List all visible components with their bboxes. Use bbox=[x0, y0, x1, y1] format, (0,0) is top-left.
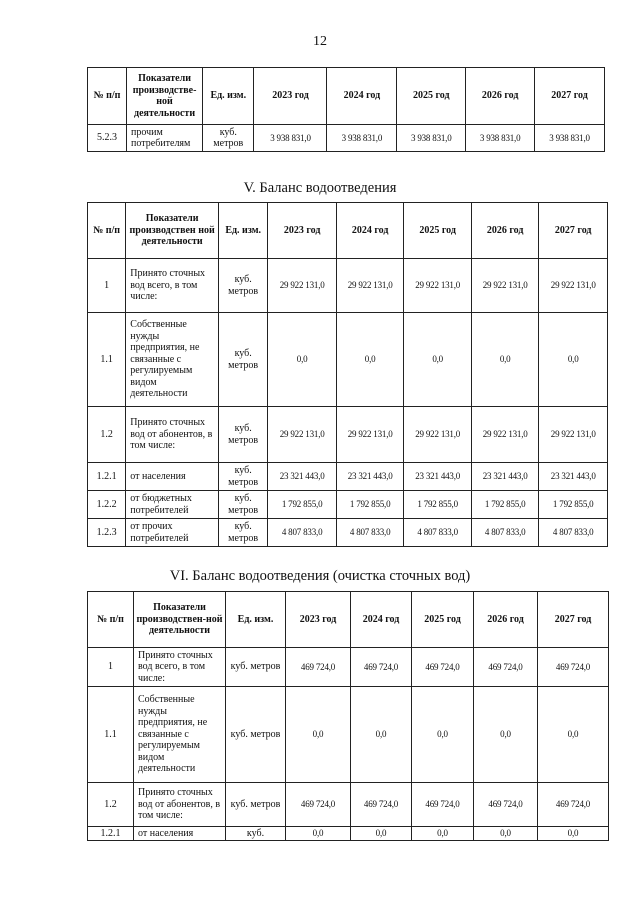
row-value: 469 724,0 bbox=[538, 783, 609, 827]
row-value: 0,0 bbox=[471, 313, 539, 407]
row-value: 0,0 bbox=[538, 687, 609, 783]
row-num: 1.2 bbox=[88, 407, 126, 463]
header-year: 2026 год bbox=[471, 203, 539, 259]
header-num: № п/п bbox=[88, 68, 127, 125]
header-year: 2026 год bbox=[466, 68, 535, 125]
row-unit: куб. метров bbox=[203, 125, 254, 152]
section-title-wastewater-balance: V. Баланс водоотведения bbox=[243, 180, 397, 196]
header-unit: Ед. изм. bbox=[218, 203, 267, 259]
row-unit: куб. метров bbox=[218, 519, 267, 547]
row-value: 29 922 131,0 bbox=[471, 407, 539, 463]
row-value: 29 922 131,0 bbox=[404, 259, 472, 313]
row-value: 29 922 131,0 bbox=[336, 407, 404, 463]
row-value: 23 321 443,0 bbox=[268, 463, 337, 491]
row-value: 3 938 831,0 bbox=[535, 125, 605, 152]
row-value: 4 807 833,0 bbox=[471, 519, 539, 547]
row-value: 0,0 bbox=[404, 313, 472, 407]
header-num: № п/п bbox=[88, 203, 126, 259]
table-row bbox=[88, 407, 608, 463]
header-year: 2026 год bbox=[474, 592, 538, 648]
row-unit: куб. метров bbox=[218, 259, 267, 313]
header-year: 2025 год bbox=[404, 203, 472, 259]
header-year: 2027 год bbox=[535, 68, 605, 125]
water-supply-table bbox=[87, 67, 605, 152]
row-value: 0,0 bbox=[351, 827, 412, 841]
row-value: 29 922 131,0 bbox=[336, 259, 404, 313]
row-value: 1 792 855,0 bbox=[404, 491, 472, 519]
row-num: 1.1 bbox=[88, 687, 134, 783]
row-num: 1.2.1 bbox=[88, 463, 126, 491]
row-value: 0,0 bbox=[286, 687, 351, 783]
table-row bbox=[88, 491, 608, 519]
row-value: 0,0 bbox=[351, 687, 412, 783]
header-num: № п/п bbox=[88, 592, 134, 648]
row-value: 23 321 443,0 bbox=[336, 463, 404, 491]
row-indicator: Собственные нужды предприятия, не связанные с регулируемым видом деятельности bbox=[134, 687, 226, 783]
header-unit: Ед. изм. bbox=[226, 592, 286, 648]
row-num: 1.1 bbox=[88, 313, 126, 407]
row-value: 0,0 bbox=[286, 827, 351, 841]
row-value: 0,0 bbox=[336, 313, 404, 407]
row-value: 4 807 833,0 bbox=[539, 519, 608, 547]
row-indicator: прочим потребителям bbox=[127, 125, 203, 152]
header-year: 2024 год bbox=[336, 203, 404, 259]
row-value: 1 792 855,0 bbox=[336, 491, 404, 519]
header-year: 2027 год bbox=[538, 592, 609, 648]
row-value: 3 938 831,0 bbox=[397, 125, 466, 152]
header-year: 2023 год bbox=[268, 203, 337, 259]
table-row bbox=[88, 259, 608, 313]
row-value: 29 922 131,0 bbox=[268, 259, 337, 313]
row-value: 469 724,0 bbox=[286, 648, 351, 687]
row-value: 0,0 bbox=[474, 827, 538, 841]
row-num: 1 bbox=[88, 648, 134, 687]
wastewater-treatment-table bbox=[87, 591, 609, 841]
row-value: 0,0 bbox=[268, 313, 337, 407]
wastewater-balance-table bbox=[87, 202, 608, 547]
row-value: 1 792 855,0 bbox=[539, 491, 608, 519]
row-value: 1 792 855,0 bbox=[471, 491, 539, 519]
row-value: 0,0 bbox=[474, 687, 538, 783]
row-unit: куб. метров bbox=[218, 407, 267, 463]
row-value: 469 724,0 bbox=[412, 648, 474, 687]
row-value: 23 321 443,0 bbox=[539, 463, 608, 491]
row-value: 29 922 131,0 bbox=[539, 259, 608, 313]
section-title-wastewater-treatment: VI. Баланс водоотведения (очистка сточных вод) bbox=[169, 568, 471, 584]
row-unit: куб. метров bbox=[218, 463, 267, 491]
row-value: 469 724,0 bbox=[351, 648, 412, 687]
header-year: 2025 год bbox=[412, 592, 474, 648]
row-num: 1.2.2 bbox=[88, 491, 126, 519]
table-row bbox=[88, 783, 609, 827]
table-row bbox=[88, 125, 605, 152]
row-value: 469 724,0 bbox=[474, 783, 538, 827]
row-value: 469 724,0 bbox=[538, 648, 609, 687]
header-year: 2023 год bbox=[254, 68, 327, 125]
row-value: 0,0 bbox=[412, 687, 474, 783]
row-value: 469 724,0 bbox=[474, 648, 538, 687]
row-indicator: Принято сточных вод от абонентов, в том числе: bbox=[134, 783, 226, 827]
row-value: 29 922 131,0 bbox=[268, 407, 337, 463]
row-indicator: Принято сточных вод от абонентов, в том числе: bbox=[126, 407, 219, 463]
row-value: 23 321 443,0 bbox=[471, 463, 539, 491]
row-indicator: Собственные нужды предприятия, не связанные с регулируемым видом деятельности bbox=[126, 313, 219, 407]
row-value: 0,0 bbox=[412, 827, 474, 841]
row-indicator: от прочих потребителей bbox=[126, 519, 219, 547]
header-year: 2025 год bbox=[397, 68, 466, 125]
row-value: 3 938 831,0 bbox=[327, 125, 397, 152]
row-value: 1 792 855,0 bbox=[268, 491, 337, 519]
row-value: 0,0 bbox=[539, 313, 608, 407]
row-num: 1 bbox=[88, 259, 126, 313]
row-indicator: Принято сточных вод всего, в том числе: bbox=[134, 648, 226, 687]
row-value: 3 938 831,0 bbox=[466, 125, 535, 152]
table-row bbox=[88, 463, 608, 491]
row-value: 4 807 833,0 bbox=[404, 519, 472, 547]
row-value: 0,0 bbox=[538, 827, 609, 841]
row-unit: куб. метров bbox=[218, 313, 267, 407]
row-indicator: Принято сточных вод всего, в том числе: bbox=[126, 259, 219, 313]
header-indicator: Показатели производстве-ной деятельности bbox=[127, 68, 203, 125]
row-value: 469 724,0 bbox=[412, 783, 474, 827]
row-num: 1.2 bbox=[88, 783, 134, 827]
row-value: 4 807 833,0 bbox=[268, 519, 337, 547]
row-unit: куб. метров bbox=[226, 687, 286, 783]
table-row bbox=[88, 519, 608, 547]
row-value: 469 724,0 bbox=[286, 783, 351, 827]
table-row bbox=[88, 687, 609, 783]
row-indicator: от населения bbox=[126, 463, 219, 491]
row-value: 469 724,0 bbox=[351, 783, 412, 827]
header-indicator: Показатели производствен ной деятельности bbox=[126, 203, 219, 259]
row-num: 5.2.3 bbox=[88, 125, 127, 152]
row-value: 4 807 833,0 bbox=[336, 519, 404, 547]
row-unit: куб. метров bbox=[226, 648, 286, 687]
table-row bbox=[88, 313, 608, 407]
row-indicator: от бюджетных потребителей bbox=[126, 491, 219, 519]
header-year: 2027 год bbox=[539, 203, 608, 259]
page-number: 12 bbox=[313, 34, 327, 49]
table-row bbox=[88, 648, 609, 687]
row-indicator: от населения bbox=[134, 827, 226, 841]
header-year: 2024 год bbox=[327, 68, 397, 125]
row-value: 29 922 131,0 bbox=[471, 259, 539, 313]
row-value: 29 922 131,0 bbox=[539, 407, 608, 463]
row-num: 1.2.1 bbox=[88, 827, 134, 841]
row-value: 23 321 443,0 bbox=[404, 463, 472, 491]
row-unit: куб. метров bbox=[218, 491, 267, 519]
header-year: 2024 год bbox=[351, 592, 412, 648]
row-value: 29 922 131,0 bbox=[404, 407, 472, 463]
header-indicator: Показатели производствен-ной деятельности bbox=[134, 592, 226, 648]
header-year: 2023 год bbox=[286, 592, 351, 648]
row-unit: куб. метров bbox=[226, 783, 286, 827]
table-row bbox=[88, 827, 609, 841]
row-num: 1.2.3 bbox=[88, 519, 126, 547]
header-unit: Ед. изм. bbox=[203, 68, 254, 125]
row-unit: куб. bbox=[226, 827, 286, 841]
row-value: 3 938 831,0 bbox=[254, 125, 327, 152]
